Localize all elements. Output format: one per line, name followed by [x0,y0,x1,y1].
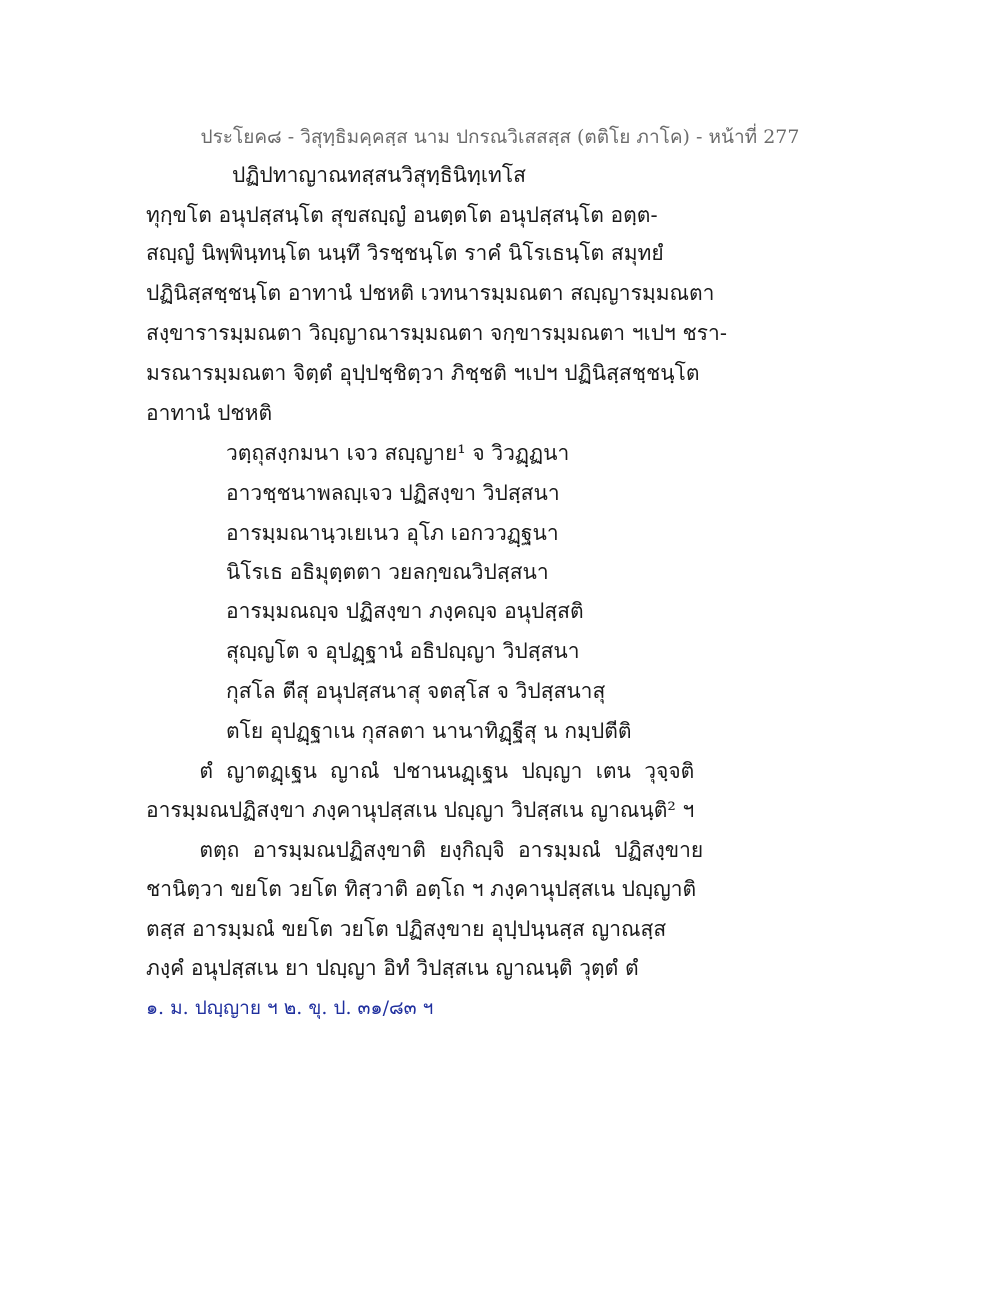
paragraph-2-line: อารมฺมณปฏิสงฺขา ภงฺคานุปสฺสเน ปญฺญา วิปสฺสเน ญาณนฺติ² ฯ [146,798,695,822]
verse-line: กุสโล ตีสุ อนุปสฺสนาสุ จตสฺโส จ วิปสฺสนาสุ [226,679,606,703]
paragraph-1-line: มรณารมฺมณตา จิตฺตํ อุปฺปชฺชิตฺวา ภิชฺชติ ฯเปฯ ปฏินิสฺสชฺชนฺโต [146,361,700,385]
verse-line: นิโรเธ อธิมุตฺตตา วยลกฺขณวิปสฺสนา [226,560,549,584]
verse-line: วตฺถุสงฺกมนา เจว สญฺญาย¹ จ วิวฏฺฏนา [226,441,570,465]
paragraph-2-line: ชานิตฺวา ขยโต วยโต ทิสฺวาติ อตฺโถ ฯ ภงฺคานุปสฺสเน ปญฺญาติ [146,877,697,901]
paragraph-1-line: สญฺญํ นิพฺพินฺทนฺโต นนฺทึ วิรชฺชนฺโต ราคํ นิโรเธนฺโต สมุทยํ [146,241,664,265]
paragraph-1-line: ปฏินิสฺสชฺชนฺโต อาทานํ ปชหติ เวทนารมฺมณตา สญฺญารมฺมณตา [146,281,715,305]
verse-line: ตโย อุปฏฺฐาเน กุสลตา นานาทิฏฺฐีสุ น กมฺปตีติ [226,719,632,743]
verse-line: อารมฺมณญฺจ ปฏิสงฺขา ภงฺคญฺจ อนุปสฺสติ [226,599,584,623]
page-header: ประโยค๘ - วิสุทฺธิมคฺคสฺส นาม ปกรณวิเสสสฺส (ตติโย ภาโค) - หน้าที่ 277 [200,126,800,148]
section-title: ปฏิปทาญาณทสฺสนวิสุทฺธินิทฺเทโส [232,163,526,187]
verse-line: สุญฺญโต จ อุปฏฺฐานํ อธิปญฺญา วิปสฺสนา [226,639,580,663]
paragraph-2-line: ตสฺส อารมฺมณํ ขยโต วยโต ปฏิสงฺขาย อุปฺปนฺนสฺส ญาณสฺส [146,917,667,941]
paragraph-2-line: ตํ ญาตฏฺเฐน ญาณํ ปชานนฏฺเฐน ปญฺญา เตน วุจฺจติ [146,759,695,783]
paragraph-1-line: อาทานํ ปชหติ [146,401,273,425]
verse-line: อารมฺมณานฺวเยเนว อุโภ เอกววฏฺฐนา [226,521,559,545]
footnote: ๑. ม. ปญฺญาย ฯ ๒. ขุ. ป. ๓๑/๘๓ ฯ [146,997,434,1019]
paragraph-1-line: ทุกฺขโต อนุปสฺสนฺโต สุขสญฺญํ อนตฺตโต อนุปสฺสนฺโต อตฺต- [146,203,658,227]
paragraph-2-line: ตตฺถ อารมฺมณปฏิสงฺขาติ ยงฺกิญฺจิ อารมฺมณํ ปฏิสงฺขาย [146,838,704,862]
verse-line: อาวชฺชนาพลญฺเจว ปฏิสงฺขา วิปสฺสนา [226,481,560,505]
paragraph-2-line: ภงฺคํ อนุปสฺสเน ยา ปญฺญา อิทํ วิปสฺสเน ญาณนฺติ วุตฺตํ ตํ [146,956,639,980]
paragraph-1-line: สงฺขารารมฺมณตา วิญฺญาณารมฺมณตา จกฺขารมฺมณตา ฯเปฯ ชรา- [146,321,727,345]
